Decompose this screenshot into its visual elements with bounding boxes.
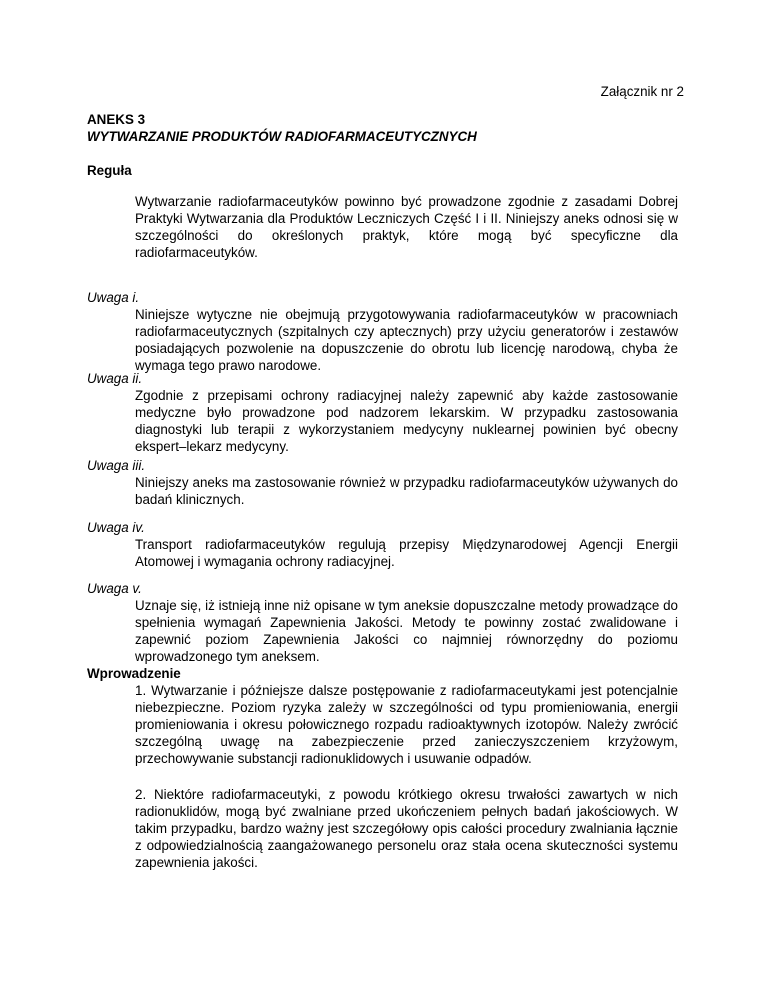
annex-title: WYTWARZANIE PRODUKTÓW RADIOFARMACEUTYCZNYCH xyxy=(87,129,477,144)
note-5-label: Uwaga v. xyxy=(87,581,142,596)
introduction-paragraph-1: 1. Wytwarzanie i późniejsze dalsze postępowanie z radiofarmaceutykami jest potencjalnie niebezpieczne. Poziom ryzyka zależy w szczególności od typu promieniowania, energii promieniowania i okresu połowicznego rozpadu radioaktywnych izotopów. Należy zwrócić szczególną uwagę na zabezpieczenie przed zanieczyszczeniem krzyżowym, przechowywanie substancji radionuklidowych i usuwanie odpadów. xyxy=(135,683,678,766)
principle-text: Wytwarzanie radiofarmaceutyków powinno być prowadzone zgodnie z zasadami Dobrej Praktyki Wytwarzania dla Produktów Leczniczych Część I i II. Niniejszy aneks odnosi się w szczególności do określonych praktyk, które mogą być specyficzne dla radiofarmaceutyków. xyxy=(135,194,678,260)
note-2-text: Zgodnie z przepisami ochrony radiacyjnej należy zapewnić aby każde zastosowanie medyczne było prowadzone pod nadzorem lekarskim. W przypadku zastosowania diagnostyki lub terapii z wykorzystaniem medycyny nuklearnej powinien być obecny ekspert–lekarz medycyny. xyxy=(135,388,678,454)
note-1-text: Niniejsze wytyczne nie obejmują przygotowywania radiofarmaceutyków w pracowniach radiofarmaceutycznych (szpitalnych czy aptecznych) przy użyciu generatorów i zestawów posiadających pozwolenie na dopuszczenie do obrotu lub licencję narodową, chyba że wymaga tego prawo narodowe. xyxy=(135,307,678,373)
note-4-label: Uwaga iv. xyxy=(87,520,145,535)
note-2-label: Uwaga ii. xyxy=(87,371,143,386)
note-4-text: Transport radiofarmaceutyków regulują przepisy Międzynarodowej Agencji Energii Atomowej i wymagania ochrony radiacyjnej. xyxy=(135,537,678,569)
introduction-heading: Wprowadzenie xyxy=(87,666,181,681)
note-5-text: Uznaje się, iż istnieją inne niż opisane w tym aneksie dopuszczalne metody prowadzące do spełnienia wymagań Zapewnienia Jakości. Metody te powinny zostać zwalidowane i zapewnić poziom Zapewnienia Jakości co najmniej równorzędny do poziomu wprowadzonego tym aneksem. xyxy=(135,598,678,664)
note-1-label: Uwaga i. xyxy=(87,290,140,305)
attachment-number: Załącznik nr 2 xyxy=(600,84,684,99)
introduction-paragraph-2: 2. Niektóre radiofarmaceutyki, z powodu krótkiego okresu trwałości zawartych w nich radionuklidów, mogą być zwalniane przed ukończeniem pełnych badań jakościowych. W takim przypadku, bardzo ważny jest szczegółowy opis całości procedury zwalniania łącznie z odpowiedzialnością zaangażowanego personelu oraz stała ocena skuteczności systemu zapewnienia jakości. xyxy=(135,787,678,870)
note-3-label: Uwaga iii. xyxy=(87,458,146,473)
principle-heading: Reguła xyxy=(87,163,132,178)
annex-number: ANEKS 3 xyxy=(87,112,146,127)
note-3-text: Niniejszy aneks ma zastosowanie również w przypadku radiofarmaceutyków używanych do badań klinicznych. xyxy=(135,475,678,507)
